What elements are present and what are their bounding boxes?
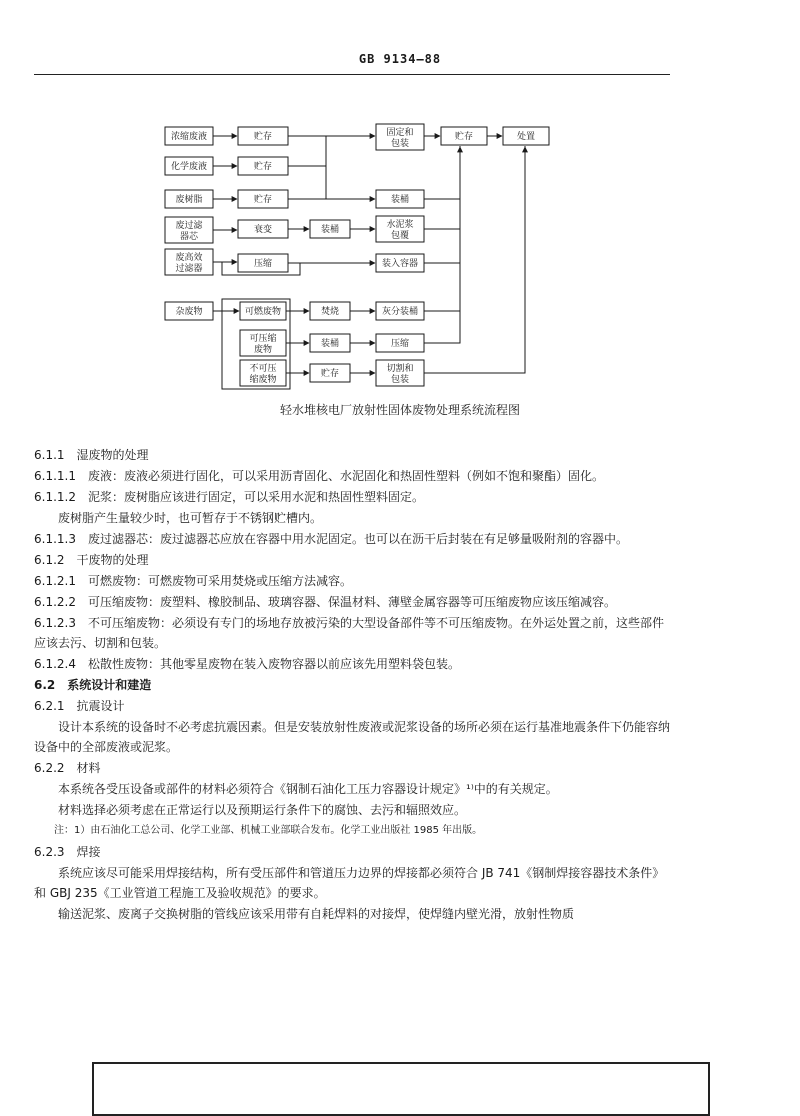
section-6-1-2-3: 6.1.2.3 不可压缩废物：必须设有专门的场地存放被污染的大型设备部件等不可压缩废物。在外运处置之前，这些部件应该去污、切割和包装。 bbox=[34, 616, 664, 650]
node-noncomp-b: 缩废物 bbox=[249, 375, 277, 385]
node-compress2: 压缩 bbox=[390, 339, 410, 349]
paragraph: 废树脂产生量较少时，也可暂存于不锈钢贮槽内。 bbox=[58, 511, 323, 525]
node-drum1: 装桶 bbox=[390, 195, 410, 205]
node-noncomp-a: 不可压 bbox=[249, 364, 277, 374]
section-6-1-2-2: 6.1.2.2 可压缩废物：废塑料、橡胶制品、玻璃容器、保温材料、薄壁金属容器等可压缩废物应该压缩减容。 bbox=[34, 595, 616, 609]
node-src5a: 废高效 bbox=[175, 253, 203, 263]
paragraph: 系统应该尽可能采用焊接结构，所有受压部件和管道压力边界的焊接都必须符合 JB 741《钢制焊接容器技术条件》和 GBJ 235《工业管道工程施工及验收规范》的要求。 bbox=[34, 866, 665, 900]
node-combust: 可燃废物 bbox=[244, 307, 282, 317]
section-6-1-1: 6.1.1 湿废物的处理 bbox=[34, 448, 149, 462]
node-src1: 浓缩废液 bbox=[170, 132, 208, 142]
footer-frame bbox=[92, 1062, 710, 1116]
paragraph: 输送泥浆、废离子交换树脂的管线应该采用带有自耗焊料的对接焊，使焊缝内壁光滑，放射性物质 bbox=[58, 907, 575, 921]
node-store4: 贮存 bbox=[320, 369, 340, 379]
node-src4a: 废过滤 bbox=[175, 221, 203, 231]
section-6-2-1: 6.2.1 抗震设计 bbox=[34, 699, 125, 713]
paragraph: 设计本系统的设备时不必考虑抗震因素。但是安装放射性废液或泥浆设备的场所必须在运行基准地震条件下仍能容纳设备中的全部废液或泥浆。 bbox=[34, 720, 671, 754]
node-ash: 灰分装桶 bbox=[381, 307, 419, 317]
paragraph: 材料选择必须考虑在正常运行以及预期运行条件下的腐蚀、去污和辐照效应。 bbox=[58, 803, 467, 817]
node-cut-a: 切割和 bbox=[386, 364, 414, 374]
node-cfix-b: 包装 bbox=[390, 139, 410, 149]
node-cement-b: 包覆 bbox=[390, 231, 410, 241]
node-src5b: 过滤器 bbox=[175, 264, 203, 274]
node-cement-a: 水泥浆 bbox=[386, 220, 414, 230]
node-compress1: 压缩 bbox=[253, 259, 273, 269]
section-6-2-2: 6.2.2 材料 bbox=[34, 761, 101, 775]
node-src4b: 器芯 bbox=[179, 232, 199, 242]
section-6-1-1-1: 6.1.1.1 废液：废液必须进行固化，可以采用沥青固化、水泥固化和热固性塑料（例如不饱和聚酯）固化。 bbox=[34, 469, 604, 483]
header-rule bbox=[34, 74, 670, 75]
node-store-main: 贮存 bbox=[454, 132, 474, 142]
node-src2: 化学废液 bbox=[170, 162, 208, 172]
node-store2: 贮存 bbox=[253, 162, 273, 172]
page-header: GB 9134—88 bbox=[358, 52, 442, 66]
flowchart bbox=[0, 110, 800, 400]
node-cut-b: 包装 bbox=[390, 375, 410, 385]
figure-caption: 轻水堆核电厂放射性固体废物处理系统流程图 bbox=[279, 403, 520, 417]
section-6-1-2-1: 6.1.2.1 可燃废物：可燃废物可采用焚烧或压缩方法减容。 bbox=[34, 574, 352, 588]
node-decay: 衰变 bbox=[253, 225, 273, 235]
section-6-1-1-2: 6.1.1.2 泥浆：废树脂应该进行固定，可以采用水泥和热固性塑料固定。 bbox=[34, 490, 424, 504]
node-drum3: 装桶 bbox=[320, 339, 340, 349]
paragraph: 本系统各受压设备或部件的材料必须符合《钢制石油化工压力容器设计规定》¹⁾中的有关规定。 bbox=[58, 782, 558, 796]
footnote: 注：1）由石油化工总公司、化学工业部、机械工业部联合发布。化学工业出版社 1985 年出版。 bbox=[54, 825, 483, 836]
node-drum2: 装桶 bbox=[320, 225, 340, 235]
section-6-1-2: 6.1.2 干废物的处理 bbox=[34, 553, 149, 567]
node-compressible-a: 可压缩 bbox=[249, 334, 277, 344]
node-cfix-a: 固定和 bbox=[386, 128, 414, 138]
section-6-2-3: 6.2.3 焊接 bbox=[34, 845, 101, 859]
section-6-2: 6.2 系统设计和建造 bbox=[34, 678, 152, 692]
document-body bbox=[34, 445, 670, 925]
node-src6: 杂废物 bbox=[175, 307, 203, 317]
node-container: 装入容器 bbox=[381, 259, 419, 269]
node-dispose: 处置 bbox=[516, 132, 536, 142]
node-incinerate: 焚烧 bbox=[320, 307, 340, 317]
section-6-1-1-3: 6.1.1.3 废过滤器芯：废过滤器芯应放在容器中用水泥固定。也可以在沥干后封装在有足够量吸附剂的容器中。 bbox=[34, 532, 628, 546]
node-store1: 贮存 bbox=[253, 132, 273, 142]
node-src3: 废树脂 bbox=[175, 195, 203, 205]
section-6-1-2-4: 6.1.2.4 松散性废物：其他零星废物在装入废物容器以前应该先用塑料袋包装。 bbox=[34, 657, 460, 671]
node-compressible-b: 废物 bbox=[253, 345, 273, 355]
node-store3: 贮存 bbox=[253, 195, 273, 205]
